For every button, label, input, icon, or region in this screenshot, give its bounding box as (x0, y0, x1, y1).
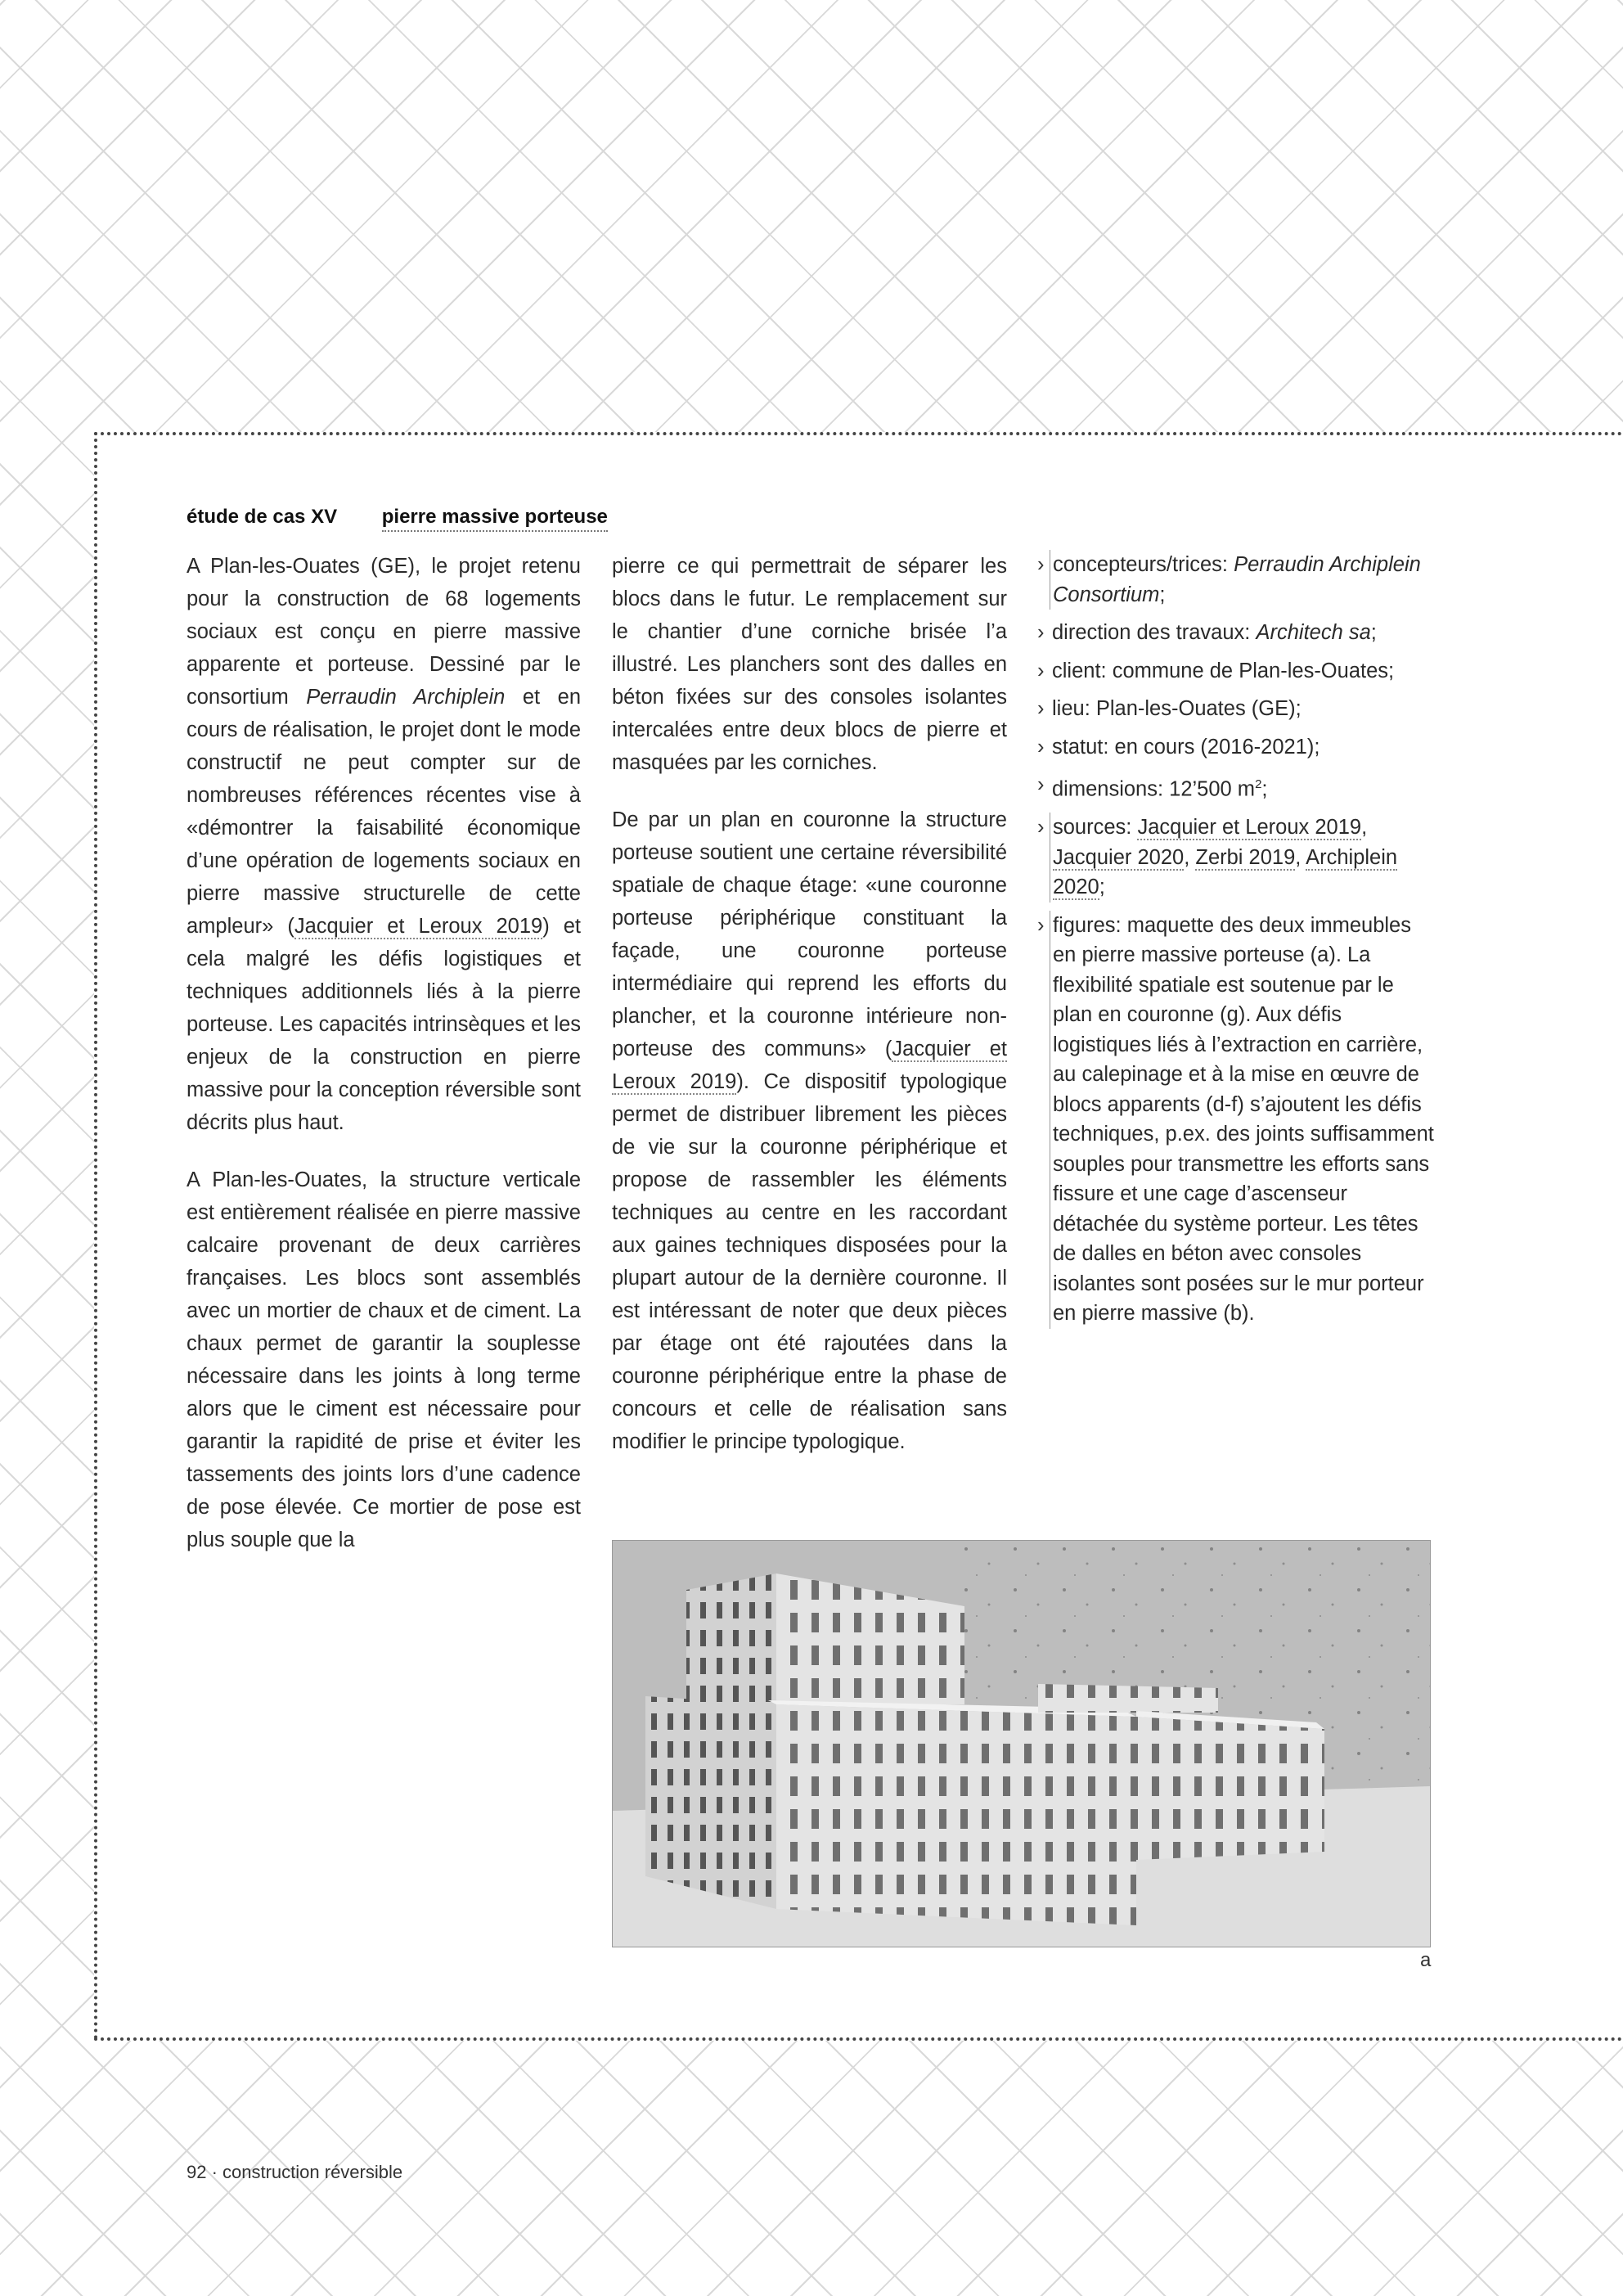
text: et en cours de réalisation, le projet dont le mode constructif ne peut compter sur de nombreuses références récentes vise à «démontrer la faisabilité économique d’une opération de logements sociaux en pierre massive structurelle de cette ampleur» ( (187, 686, 581, 938)
fact-works (1037, 618, 1438, 648)
fact-status: › statut: en cours (2016-2021); (1037, 732, 1438, 763)
text: ). Ce dispositif typologique permet de distribuer librement les pièces de vie sur la couronne périphérique et propose de rassembler les éléments techniques au centre en les raccordant aux gaines techniques disposées pour la plupart autour de la dernière couronne. Il est intéressant de noter que deux pièces par étage ont été rajoutées dans la couronne périphérique entre la phase de concours et celle de réalisation sans modifier le principe typologique. (612, 1070, 1007, 1453)
case-heading (187, 506, 608, 529)
fact-client: › client: commune de Plan-les-Ouates; (1037, 656, 1438, 687)
citation-link[interactable]: Jacquier et Leroux 2019 (294, 915, 543, 938)
fact-end: ; (1261, 777, 1268, 801)
fact-end: ; (1370, 621, 1377, 644)
text-column-2 (612, 550, 1007, 1483)
source-link-1[interactable]: Jacquier et Leroux 2019 (1137, 816, 1362, 839)
figure-label: a (1420, 1949, 1432, 1971)
paragraph: A Plan-les-Ouates, la structure verticale est entièrement réalisée en pierre massive calcaire provenant de deux carrières françaises. Les blocs sont assemblés avec un mortier de chaux et de ciment. La chaux permet de garantir la souplesse nécessaire dans les joints à long terme alors que le ciment est nécessaire pour garantir la rapidité de prise et éviter les tassements des joints lors d’une cadence de pose élevée. Ce mortier de pose est plus souple que la (187, 1168, 581, 1551)
text: A Plan-les-Ouates (GE), le projet retenu pour la construction de 68 logements sociaux est conçu en pierre massive apparente et porteuse. Dessiné par le consortium (187, 555, 581, 709)
fact-end: ; (1099, 876, 1105, 898)
fact-value: dimensions: 12’500 m (1052, 777, 1256, 801)
page-footer: 92 · construction réversible (187, 2162, 403, 2182)
separator: , (1361, 816, 1368, 839)
source-link-2[interactable]: Jacquier 2020 (1053, 845, 1185, 869)
case-title: pierre massive porteuse (382, 506, 608, 532)
source-link-4[interactable]: Archiplein 2020 (1053, 845, 1398, 898)
separator: , (1184, 845, 1196, 869)
paragraph (612, 804, 1007, 1458)
fact-value: Architech sa (1256, 621, 1371, 644)
text: ) et cela malgré les défis logistiques et techniques additionnels liés à la pierre porteuse. Les capacités intrinsèques et les enjeux de la construction en pierre massive pour la conception réversible sont décrits plus haut. (187, 915, 582, 1134)
fact-label: sources: (1053, 816, 1138, 839)
model-photo (612, 1540, 1431, 1947)
text: De par un plan en couronne la structure porteuse soutient une certaine réversibilité spatiale de chaque étage: «une couronne porteuse périphérique constituant la façade, une couronne porteuse intermédiaire qui reprend les efforts du plancher, et la couronne intérieure non-porteuse des communs» ( (612, 808, 1007, 1060)
facts-column (1037, 550, 1438, 1337)
citation-link[interactable]: Jacquier et Leroux 2019 (612, 1038, 1007, 1093)
fact-dimensions (1037, 770, 1438, 804)
paragraph (187, 550, 581, 1139)
facts-list (1037, 550, 1438, 1329)
designer-name: Perraudin Archiplein (306, 686, 506, 709)
fact-place: › lieu: Plan-les-Ouates (GE); (1037, 694, 1438, 724)
source-link-3[interactable]: Zerbi 2019 (1195, 845, 1296, 869)
fact-end: ; (1159, 583, 1166, 606)
case-number: étude de cas XV (187, 506, 338, 528)
text-column-1 (187, 550, 581, 1581)
fact-value: Perraudin Archiplein Consortium (1053, 553, 1421, 606)
model-photo-drawing (613, 1541, 1431, 1947)
fact-label: direction des travaux: (1052, 621, 1257, 644)
paragraph: pierre ce qui permettrait de séparer les blocs dans le futur. Le remplacement sur le chantier d’une corniche brisée l’a illustré. Les planchers sont des dalles en béton fixées sur des consoles isolantes intercalées entre deux blocs de pierre et masquées par les corniches. (612, 555, 1007, 774)
fact-designers (1037, 550, 1438, 610)
fact-label: concepteurs/trices: (1053, 553, 1234, 576)
separator: , (1295, 845, 1306, 869)
fact-figures (1037, 911, 1438, 1329)
fact-sources (1037, 813, 1438, 903)
fact-value: › figures: maquette des deux immeubles en pierre massive porteuse (a). La flexibilité spatiale est soutenue par le plan en couronne (g). Aux défis logistiques liés à l’extraction en carrière, au calepinage et à la mise en œuvre de blocs apparents (d-f) s’ajoutent les défis techniques, p.ex. des joints suffisamment souples pour transmettre les efforts sans fissure et une cage d’ascenseur détachée du système porteur. Les têtes de dalles en béton avec consoles isolantes sont posées sur le mur porteur en pierre massive (b). (1050, 911, 1438, 1329)
superscript: 2 (1255, 777, 1262, 791)
